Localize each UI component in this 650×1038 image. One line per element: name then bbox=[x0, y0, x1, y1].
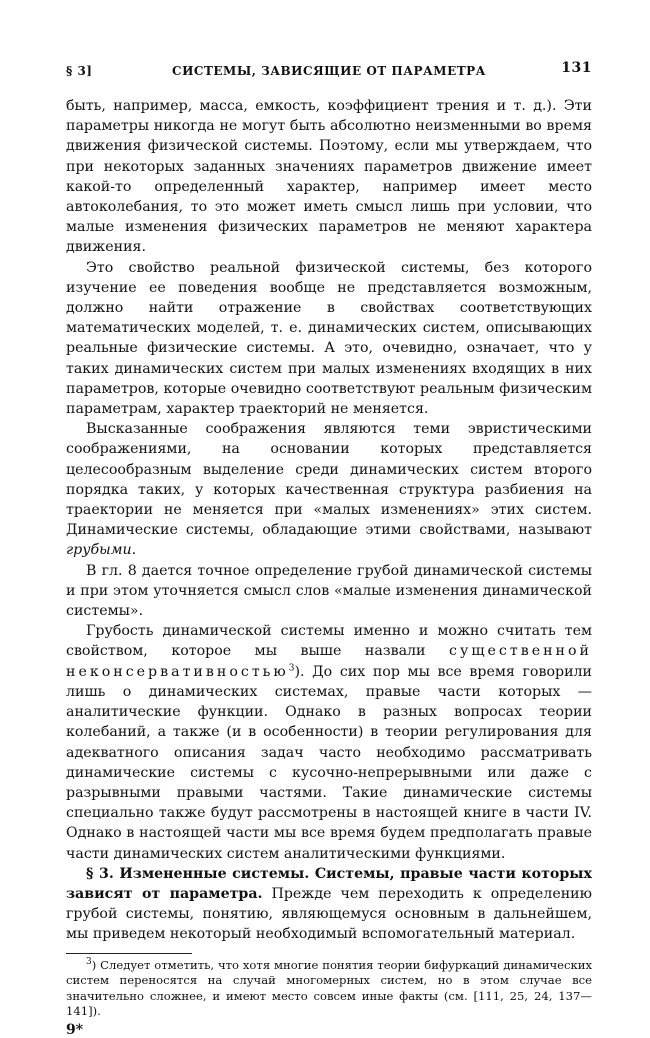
paragraph-4: В гл. 8 дается точное определение грубой динамической системы и при этом уточняется смысл слов «малые изменения динамической системы». bbox=[66, 562, 592, 620]
footnote-text: ) Следует отметить, что хотя многие понятия теории бифуркаций динамических систем переносятся на случай многомерных систем, но в этом случае все значительно сложнее, и имеют место совсем иные факты (см. [111, 25, 24, 137—141]). bbox=[66, 957, 592, 1019]
paragraph-1: быть, например, масса, емкость, коэффициент трения и т. д.). Эти параметры никогда не могут быть абсолютно неизменными во время движения физической системы. Поэтому, если мы утверждаем, что при некоторых заданных значениях параметров движение имеет какой-то определенный характер, например имеет место автоколебания, то это может иметь смысл лишь при условии, что малые изменения физических параметров не меняют характера движения. bbox=[66, 98, 592, 256]
printer-signature: 9* bbox=[66, 1021, 84, 1038]
footnote-ref[interactable]: 3 bbox=[288, 662, 295, 673]
footnote-mark: 3 bbox=[86, 956, 92, 967]
section-text: Прежде чем переходить к определению грубой системы, понятию, являющемуся основным в дальнейшем, мы приведем некоторый необходимый вспомогательный материал. bbox=[66, 885, 592, 943]
term-essential-nonconservativity: существенной неконсервативностью bbox=[66, 643, 592, 680]
paragraph-3-text: Высказанные соображения являются теми эвристическими соображениями, на основании которых представляется целесообразным выделение среди динамических систем второго порядка таких, у которых качественная структура разбиения на траектории не меняется при «малых изменениях» этих систем. Динамические системы, обладающие этими свойствами, называют bbox=[66, 421, 592, 539]
body-text bbox=[66, 96, 592, 945]
paragraph-3 bbox=[66, 419, 592, 560]
paragraph-5-start: Грубость динамической системы именно и можно считать тем свойством, которое мы выше назвали bbox=[66, 623, 592, 660]
paragraph-5-rest: ). До сих пор мы все время говорили лишь о динамических системах, правые части которых — аналитические функции. Однако в разных вопросах теории колебаний, а также (и в особенности) в теории регулирования для адекватного описания задач часто необходимо рассматривать динамические системы с кусочно-непрерывными или даже с разрывными правыми частями. Такие динамические системы специально также будут рассмотрены в настоящей книге в части IV. Однако в настоящей части мы все время будем предполагать правые части динамических систем аналитическими функциями. bbox=[66, 663, 592, 862]
paragraph-2: Это свойство реальной физической системы, без которого изучение ее поведения вообще не представляется возможным, должно найти отражение в свойствах соответствующих математических моделей, т. е. динамических систем, описывающих реальные физические системы. А это, очевидно, означает, что у таких динамических систем при малых изменениях входящих в них параметров, которые очевидно соответствуют реальным физическим параметрам, характер траекторий не меняется. bbox=[66, 259, 592, 418]
footnote-rule bbox=[66, 953, 192, 954]
running-title: СИСТЕМЫ, ЗАВИСЯЩИЕ ОТ ПАРАМЕТРА bbox=[172, 64, 486, 78]
section-heading: § 3. Измененные системы. Системы, правые части которых зависят от параметра. bbox=[66, 865, 592, 902]
term-grubymi: грубыми bbox=[66, 542, 132, 559]
page-number: 131 bbox=[561, 60, 592, 76]
book-page bbox=[66, 60, 592, 1038]
paragraph-3-end: . bbox=[131, 542, 137, 559]
section-3 bbox=[66, 864, 592, 945]
running-head bbox=[66, 60, 592, 84]
section-mark: § 3] bbox=[66, 64, 93, 78]
footnote bbox=[66, 958, 592, 1020]
paragraph-5 bbox=[66, 621, 592, 863]
